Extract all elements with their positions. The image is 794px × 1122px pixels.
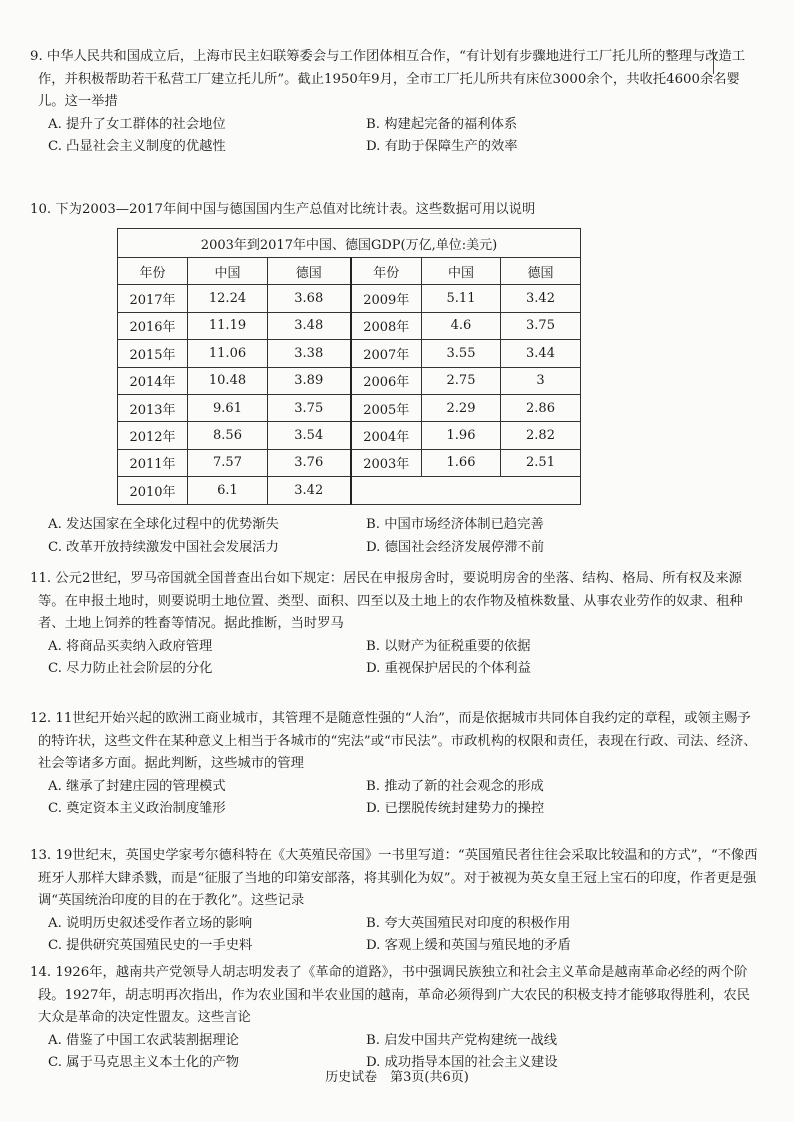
table-cell: 9.61 (188, 394, 268, 421)
table-cell: 3.54 (268, 422, 351, 449)
table-header-row (118, 258, 581, 285)
question-stem: 12. 11世纪开始兴起的欧洲工商业城市，其管理不是随意性强的“人治”，而是依据城市共同体自我约定的章程，或领主赐予的特许状，这些文件在某种意义上相当于各城市的“宪法”或“市民法”。市政机构的权限和责任，表现在行政、司法、经济、社会等诸多方面。据此判断，这些城市的管理 (30, 711, 757, 771)
option-c: C. 改革开放持续激发中国社会发展活力 (48, 539, 279, 555)
table-cell: 8.56 (188, 422, 268, 449)
option-a: A. 继承了封建庄园的管理模式 (48, 778, 226, 794)
options (30, 636, 760, 681)
table-cell: 11.19 (188, 312, 268, 339)
header-year: 年份 (351, 258, 422, 285)
table-cell: 2006年 (351, 367, 422, 394)
table-row (118, 367, 581, 394)
table-row (118, 449, 581, 476)
table-cell: 5.11 (422, 285, 501, 312)
table-cell: 3.42 (268, 477, 351, 504)
options (30, 776, 760, 821)
option-d: D. 德国社会经济发展停滞不前 (366, 539, 545, 555)
option-c: C. 尽力防止社会阶层的分化 (48, 661, 213, 676)
question-stem: 11. 公元2世纪，罗马帝国就全国普查出台如下规定：居民在申报房舍时，要说明房舍的坐落、结构、格局、所有权及来源等。在申报土地时，则要说明土地位置、类型、面积、四至以及土地上的农作物及植株数量、从事农业劳作的奴隶、租种者、土地上饲养的牲畜等情况。据此推断，当时罗马 (30, 571, 743, 631)
option-d: D. 已摆脱传统封建势力的操控 (366, 801, 545, 816)
table-cell: 2017年 (118, 285, 188, 312)
table-cell: 12.24 (188, 285, 268, 312)
question-11 (30, 568, 760, 681)
table-cell: 3.75 (268, 394, 351, 421)
options (30, 913, 760, 958)
option-a: A. 发达国家在全球化过程中的优势渐失 (48, 517, 279, 532)
table-cell: 2010年 (118, 477, 188, 504)
table-cell: 2011年 (118, 449, 188, 476)
option-b: B. 推动了新的社会观念的形成 (366, 778, 544, 794)
table-cell: 3.68 (268, 285, 351, 312)
table-cell: 3.38 (268, 340, 351, 367)
table-row (118, 422, 581, 449)
question-10-stem (30, 199, 760, 222)
table-cell: 3.75 (501, 312, 581, 339)
table-cell: 7.57 (188, 449, 268, 476)
option-c: C. 奠定资本主义政治制度雏形 (48, 801, 226, 816)
page-footer: 历史试卷 第3页(共6页) (325, 1070, 469, 1085)
option-b: B. 以财产为征税重要的依据 (366, 638, 531, 654)
option-a: A. 将商品买卖纳入政府管理 (48, 638, 213, 654)
header-china: 中国 (188, 258, 268, 285)
question-stem: 10. 下为2003—2017年间中国与德国国内生产总值对比统计表。这些数据可用以说明 (30, 202, 536, 217)
header-germany: 德国 (501, 258, 581, 285)
table-cell: 2009年 (351, 285, 422, 312)
table-cell: 3.42 (501, 285, 581, 312)
question-stem: 14. 1926年，越南共产党领导人胡志明发表了《革命的道路》，书中强调民族独立和社会主义革命是越南革命必经的两个阶段。1927年，胡志明再次指出，作为农业国和半农业国的越南，革命必须得到广大农民的积极支持才能够取得胜利，农民大众是革命的决定性盟友。这些言论 (30, 965, 750, 1025)
table-cell: 3.44 (501, 340, 581, 367)
table-cell: 2008年 (351, 312, 422, 339)
table-row (118, 340, 581, 367)
table-cell: 2.82 (501, 422, 581, 449)
table-row (118, 394, 581, 421)
table-cell: 10.48 (188, 367, 268, 394)
table-cell: 2.86 (501, 394, 581, 421)
option-a: A. 借鉴了中国工农武装割据理论 (48, 1032, 239, 1048)
header-china: 中国 (422, 258, 501, 285)
question-9 (30, 46, 760, 159)
header-germany: 德国 (268, 258, 351, 285)
table-cell: 3.89 (268, 367, 351, 394)
table-cell: 3 (501, 367, 581, 394)
option-c: C. 提供研究英国殖民史的一手史料 (48, 938, 253, 953)
question-10-options (30, 514, 760, 559)
table-title: 2003年到2017年中国、德国GDP(万亿,单位:美元) (118, 229, 581, 258)
option-a: A. 提升了女工群体的社会地位 (48, 116, 226, 132)
header-year: 年份 (118, 258, 188, 285)
option-c: C. 属于马克思主义本土化的产物 (48, 1055, 240, 1070)
table-cell: 2.75 (422, 367, 501, 394)
table-cell: 2012年 (118, 422, 188, 449)
options (30, 514, 760, 559)
question-stem: 13. 19世纪末，英国史学家考尔德科特在《大英殖民帝国》一书里写道：“英国殖民者往往会采取比较温和的方式”，“不像西班牙人那样大肆杀戮，而是“征服了当地的印第安部落，将其驯化为奴”。对于被视为英女皇王冠上宝石的印度，作者更是强调“英国统治印度的目的在于教化”。这些记录 (30, 848, 758, 908)
table-cell: 3.76 (268, 449, 351, 476)
question-13 (30, 845, 760, 958)
table-cell: 2004年 (351, 422, 422, 449)
table-row (118, 477, 581, 504)
option-d: D. 客观上缓和英国与殖民地的矛盾 (366, 938, 571, 953)
options (30, 114, 760, 159)
table-cell: 1.66 (422, 449, 501, 476)
option-b: B. 中国市场经济体制已趋完善 (366, 517, 544, 532)
option-a: A. 说明历史叙述受作者立场的影响 (48, 915, 253, 931)
table-cell: 2016年 (118, 312, 188, 339)
table-cell: 2013年 (118, 394, 188, 421)
table-cell: 2.51 (501, 449, 581, 476)
table-cell: 11.06 (188, 340, 268, 367)
question-stem: 9. 中华人民共和国成立后，上海市民主妇联筹委会与工作团体相互合作，“有计划有步骤地进行工厂托儿所的整理与改造工作，并积极帮助若干私营工厂建立托儿所”。截止1950年9月，全市工厂托儿所共有床位3000余个，共收托4600余名婴儿。这一举措 (30, 49, 746, 109)
table-cell: 2015年 (118, 340, 188, 367)
option-d: D. 成功指导本国的社会主义建设 (366, 1055, 558, 1070)
empty-cell (351, 477, 581, 504)
table-cell: 3.55 (422, 340, 501, 367)
table-cell: 4.6 (422, 312, 501, 339)
table-cell: 6.1 (188, 477, 268, 504)
option-b: B. 夸大英国殖民对印度的积极作用 (366, 915, 571, 931)
question-14 (30, 962, 760, 1075)
table-cell: 2.29 (422, 394, 501, 421)
option-c: C. 凸显社会主义制度的优越性 (48, 139, 226, 154)
table-cell: 1.96 (422, 422, 501, 449)
table-row (118, 285, 581, 312)
question-12 (30, 708, 760, 821)
table-row (118, 312, 581, 339)
option-d: D. 有助于保障生产的效率 (366, 139, 518, 154)
option-d: D. 重视保护居民的个体利益 (366, 661, 531, 676)
option-b: B. 启发中国共产党构建统一战线 (366, 1032, 558, 1048)
table-cell: 2007年 (351, 340, 422, 367)
table-cell: 2003年 (351, 449, 422, 476)
table-cell: 2005年 (351, 394, 422, 421)
gdp-table (117, 228, 581, 505)
table-cell: 2014年 (118, 367, 188, 394)
table-cell: 3.48 (268, 312, 351, 339)
option-b: B. 构建起完备的福利体系 (366, 116, 518, 132)
